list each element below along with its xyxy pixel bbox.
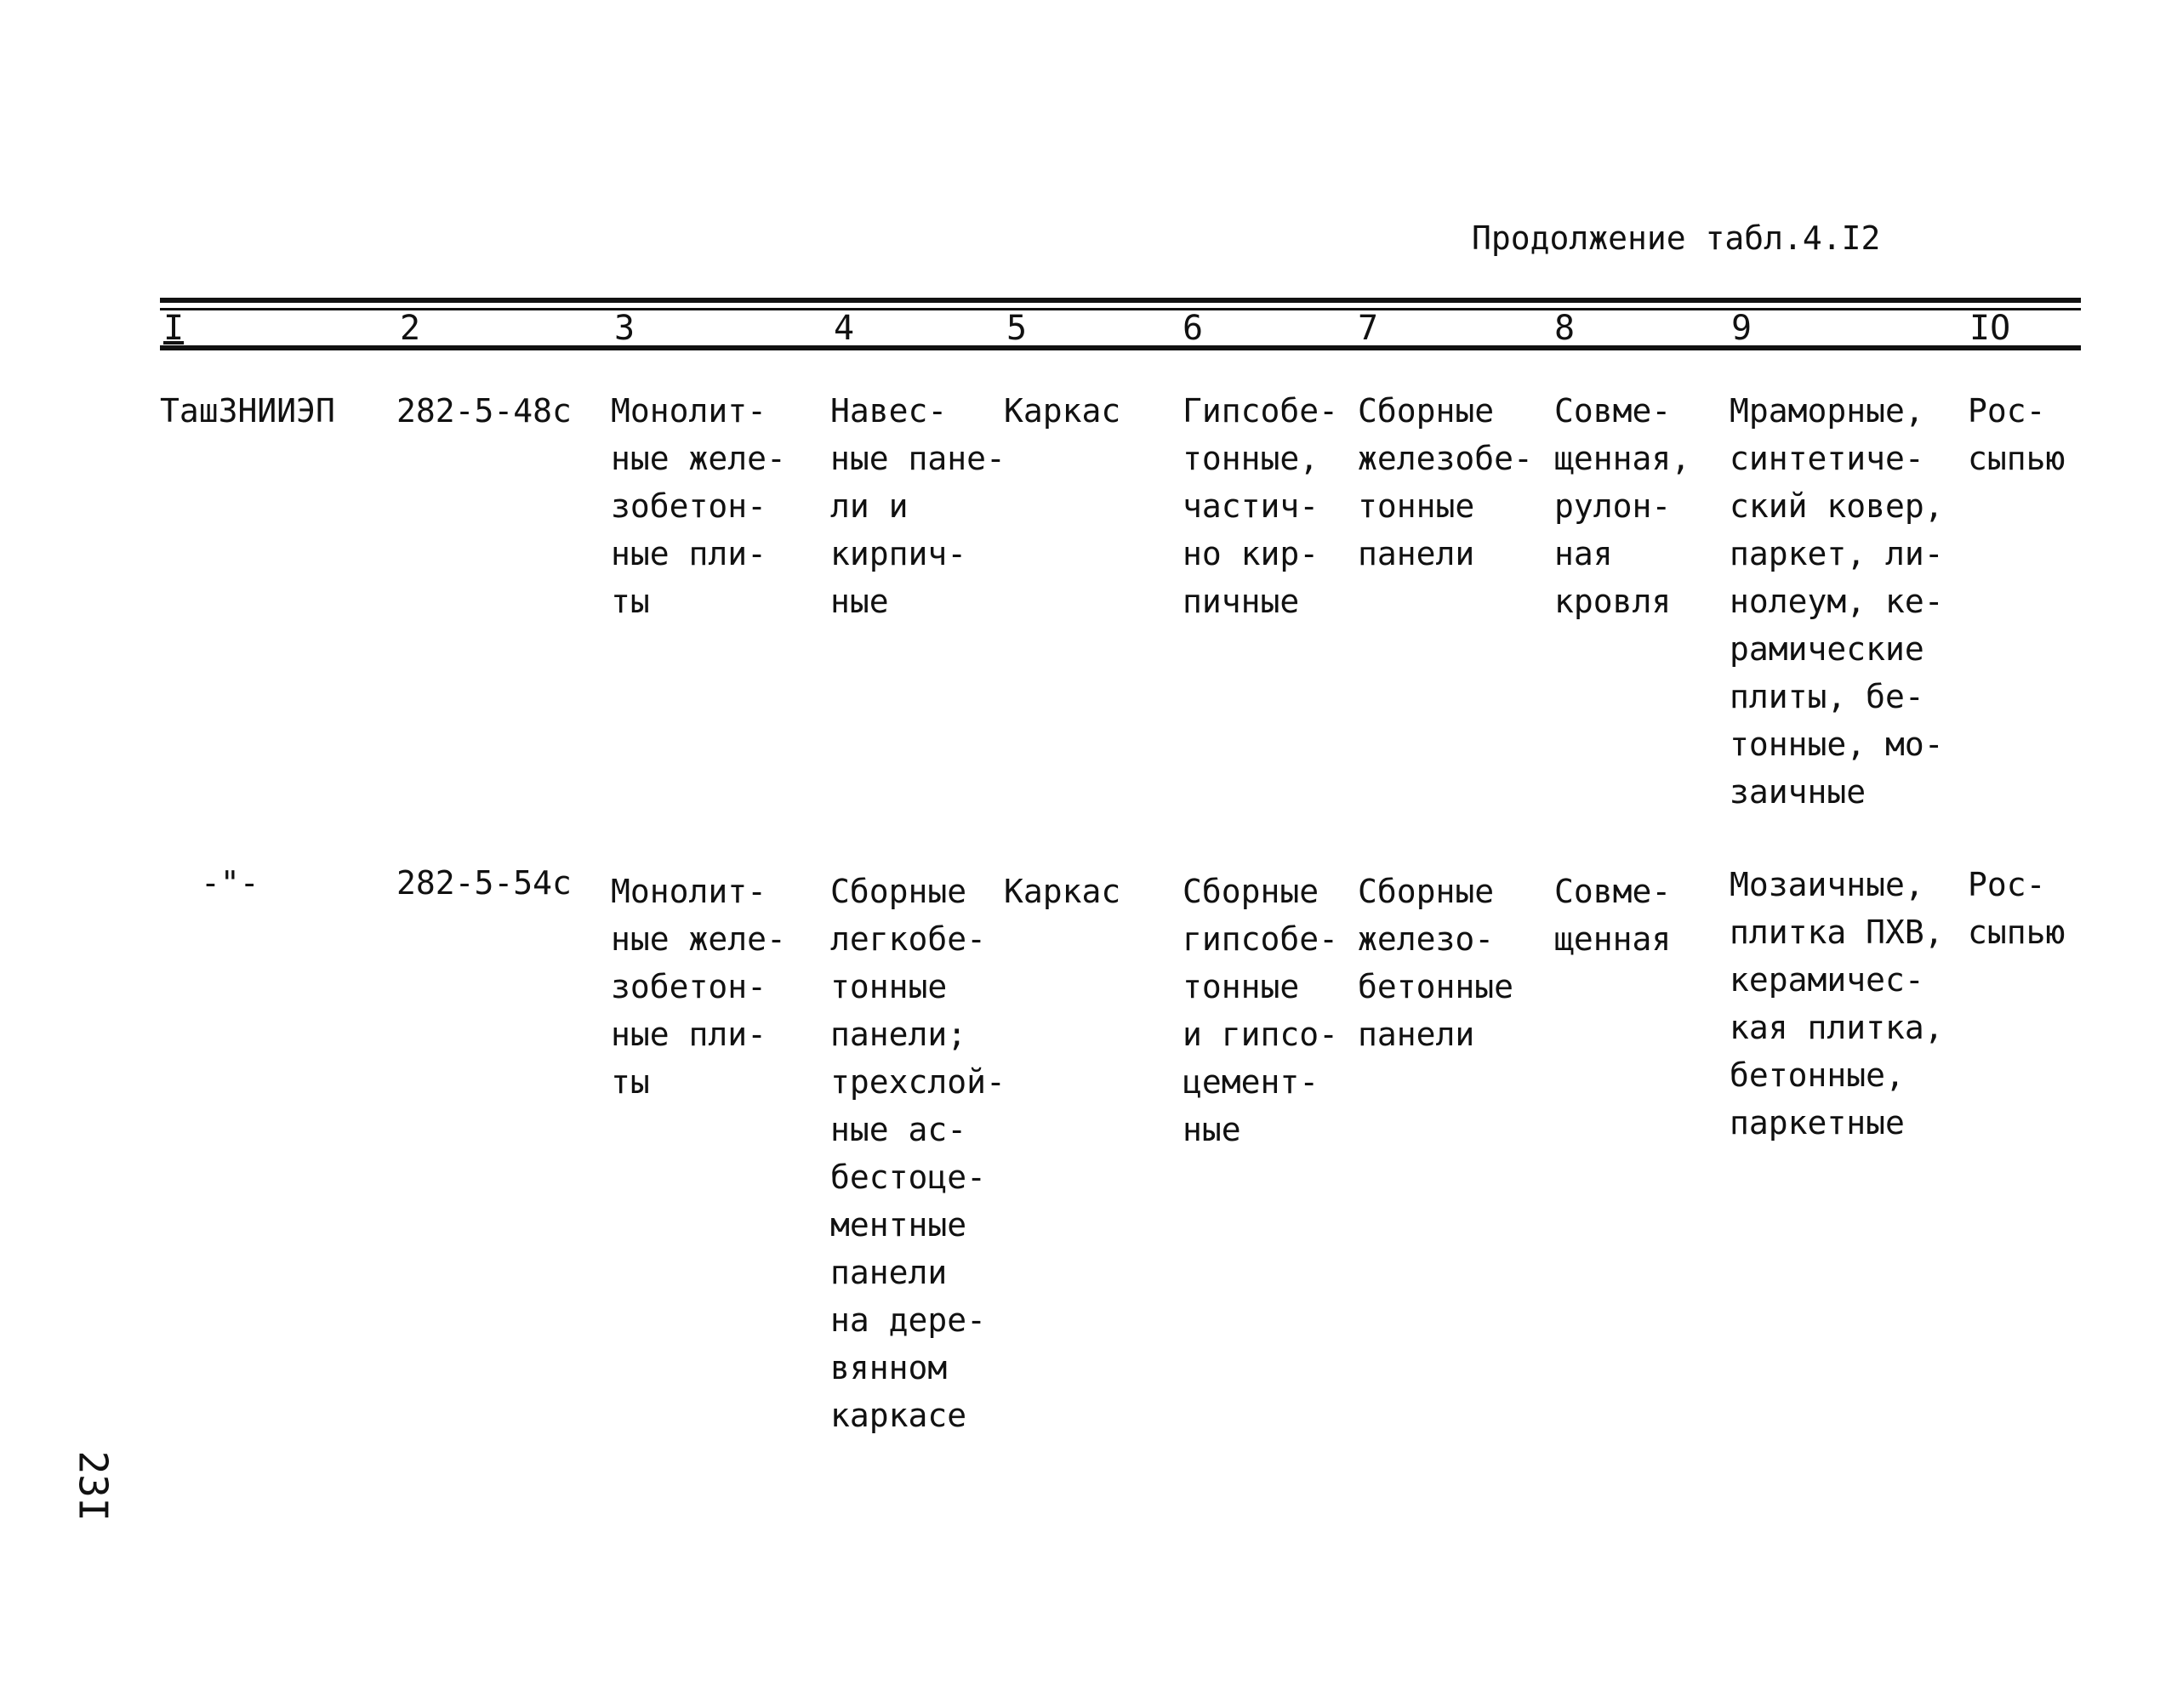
table-top-rule-thin: [160, 308, 2081, 310]
cell-outer-walls: Навес- ные пане- ли и кирпич- ные: [830, 392, 1006, 620]
cell-outer-walls: Сборные легкобе- тонные панели; трехслой- ные ас- бестоце- ментные панели на дере- вянном каркасе: [830, 873, 1006, 1434]
cell-frame: Каркас: [1004, 873, 1121, 910]
column-number-9: 9: [1731, 309, 1753, 348]
cell-floor-slabs: Монолит- ные желе- зобетон- ные пли- ты: [611, 392, 786, 620]
cell-partitions: Сборные гипсобе- тонные и гипсо- цемент- ные: [1183, 873, 1339, 1148]
column-number-4: 4: [834, 309, 855, 348]
cell-frame: Каркас: [1004, 392, 1121, 430]
cell-delivery: Рос- сыпью: [1968, 866, 2066, 951]
cell-stairs: Сборные железо- бетонные панели: [1358, 873, 1514, 1053]
page-number: 23I: [70, 1450, 117, 1522]
table-caption: Продолжение табл.4.I2: [1472, 219, 1881, 257]
column-number-1: I: [163, 309, 185, 348]
column-number-6: 6: [1183, 309, 1204, 348]
cell-organization: ТашЗНИИЭП: [160, 392, 335, 430]
column-number-3: 3: [614, 309, 635, 348]
column-number-5: 5: [1006, 309, 1028, 348]
cell-project-code: 282-5-54с: [396, 864, 572, 902]
cell-floors: Мозаичные, плитка ПХВ, керамичес- кая плитка, бетонные, паркетные: [1730, 866, 1944, 1142]
column-number-2: 2: [400, 309, 421, 348]
cell-floors: Мраморные, синтетиче- ский ковер, паркет, ли- нолеум, ке- рамические плиты, бе- тонные, мо- заичные: [1730, 392, 1944, 811]
cell-organization: -"-: [201, 864, 259, 902]
cell-floor-slabs: Монолит- ные желе- зобетон- ные пли- ты: [611, 873, 786, 1101]
cell-roof: Совме- щенная: [1554, 873, 1672, 958]
column-number-10: IO: [1969, 309, 2011, 348]
cell-stairs: Сборные железобе- тонные панели: [1358, 392, 1533, 572]
column-number-8: 8: [1554, 309, 1576, 348]
column-number-7: 7: [1358, 309, 1379, 348]
cell-project-code: 282-5-48с: [396, 392, 572, 430]
cell-roof: Совме- щенная, рулон- ная кровля: [1554, 392, 1691, 620]
table-top-rule: [160, 298, 2081, 303]
header-bottom-rule: [160, 345, 2081, 350]
cell-delivery: Рос- сыпью: [1968, 392, 2066, 477]
cell-partitions: Гипсобе- тонные, частич- но кир- пичные: [1183, 392, 1339, 620]
